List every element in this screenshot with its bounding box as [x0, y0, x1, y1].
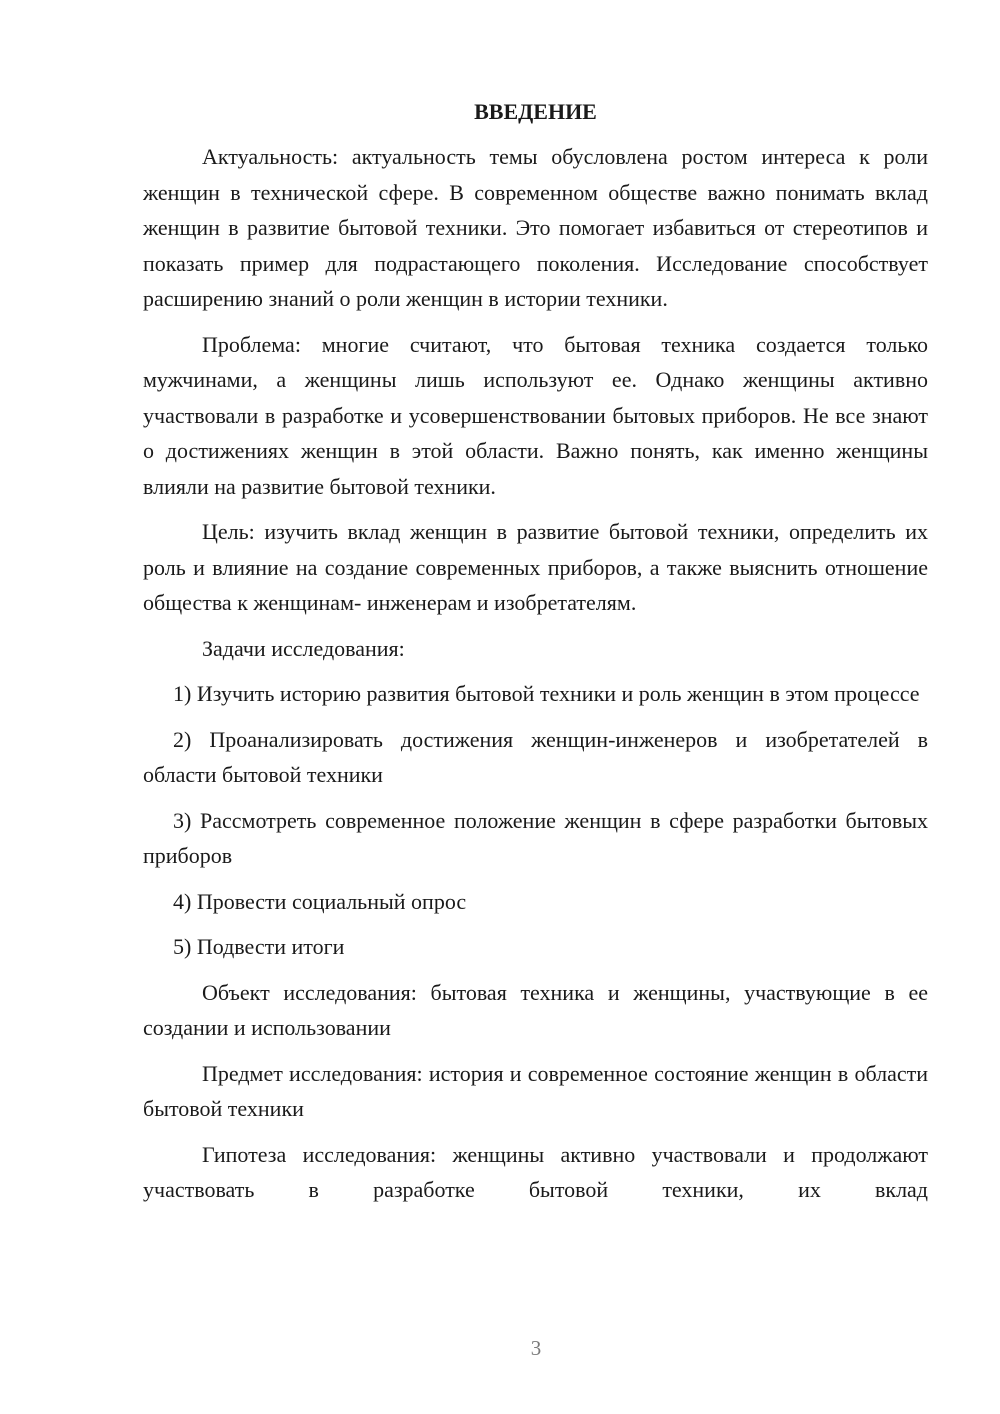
paragraph-subject: Предмет исследования: история и современное состояние женщин в области бытовой техники — [143, 1060, 928, 1121]
tasks-title: Задачи исследования: — [202, 635, 405, 661]
task-item-1: 1) Изучить историю развития бытовой техники и роль женщин в этом процессе — [173, 681, 920, 706]
task-item-2: 2) Проанализировать достижения женщин-инженеров и изобретателей в области бытовой техники — [143, 726, 928, 787]
task-item-3: 3) Рассмотреть современное положение женщин в сфере разработки бытовых приборов — [143, 807, 928, 868]
paragraph-relevance: Актуальность: актуальность темы обусловлена ростом интереса к роли женщин в технической сфере. В современном обществе важно понимать вклад женщин в развитие бытовой техники. Это помогает избавиться от стереотипов и показать пример для подрастающего поколения. Исследование способствует расширению знаний о роли женщин в истории техники. — [143, 144, 928, 311]
paragraph-hypothesis: Гипотеза исследования: женщины активно участвовали и продолжают участвовать в разработке бытовой техники, их вклад — [143, 1141, 928, 1202]
paragraph-problem: Проблема: многие считают, что бытовая техника создается только мужчинами, а женщины лишь используют ее. Однако женщины активно участвовали в разработке и усовершенствовании бытовых приборов. Не все знают о достижениях женщин в этой области. Важно понять, как именно женщины влияли на развитие бытовой техники. — [143, 331, 928, 499]
paragraph-goal: Цель: изучить вклад женщин в развитие бытовой техники, определить их роль и влияние на создание современных приборов, а также выяснить отношение общества к женщинам- инженерам и изобретателям. — [143, 519, 928, 615]
section-heading: ВВЕДЕНИЕ — [474, 99, 597, 124]
task-item-5: 5) Подвести итоги — [173, 934, 345, 959]
document-page — [143, 95, 928, 1208]
task-item-4: 4) Провести социальный опрос — [173, 888, 467, 914]
paragraph-object: Объект исследования: бытовая техника и женщины, участвующие в ее создании и использовании — [143, 979, 928, 1040]
page-number: 3 — [530, 1336, 542, 1360]
